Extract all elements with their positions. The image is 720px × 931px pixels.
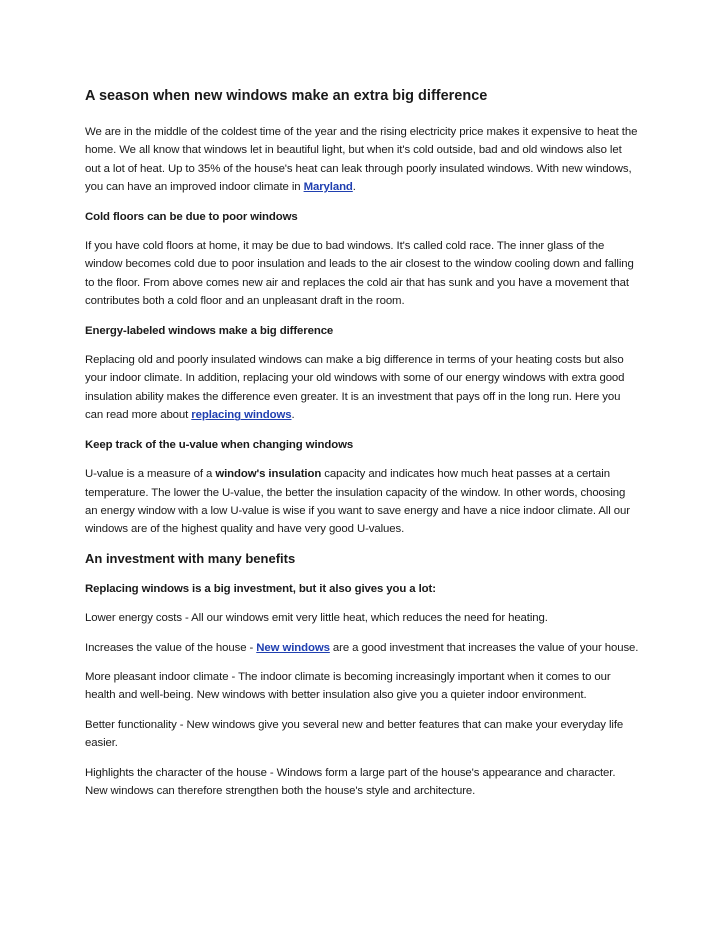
- section3-heading: Keep track of the u-value when changing windows: [85, 438, 354, 451]
- section1-paragraph: If you have cold floors at home, it may be due to bad windows. It's called cold race. The inner glass of the window becomes cold due to poor insulation and leads to the air closest to the window cooling down and falling to the floor. From above comes new air and replaces the cold air that has sunk and you have a movement that contributes both a cold floor and an unpleasant draft in the room.: [85, 240, 634, 308]
- section3-bold: window's insulation: [215, 468, 322, 481]
- intro-text: We are in the middle of the coldest time of the year and the rising electricity price makes it expensive to heat the home. We all know that windows let in beautiful light, but when it's cold outside, bad and old windows also let out a lot of heat. Up to 35% of the house's heat can leak through poorly insulated windows. With new windows, you can have an improved indoor climate in: [85, 126, 638, 194]
- section3-pre: U-value is a measure of a: [85, 468, 216, 481]
- section1-heading: Cold floors can be due to poor windows: [85, 210, 298, 223]
- benefit-item-5: Highlights the character of the house - Windows form a large part of the house's appearance and character. New windows can therefore strengthen both the house's style and architecture.: [85, 766, 616, 797]
- section2-text: Replacing old and poorly insulated windows can make a big difference in terms of your heating costs but also your indoor climate. In addition, replacing your old windows with some of our energy windows with extra good insulation ability makes the difference even greater. It is an investment that pays off in the long run. Here you can read more about: [85, 354, 625, 422]
- benefit-item-1: Lower energy costs - All our windows emit very little heat, which reduces the need for heating.: [85, 612, 548, 625]
- section2-heading: Energy-labeled windows make a big difference: [85, 324, 334, 337]
- intro-paragraph: [85, 123, 640, 197]
- maryland-link[interactable]: Maryland: [303, 181, 353, 194]
- benefit-item-4: Better functionality - New windows give you several new and better features that can make your everyday life easier.: [85, 718, 624, 750]
- page-title: A season when new windows make an extra big difference: [85, 88, 488, 104]
- benefit-item-2-post: are a good investment that increases the value of your house.: [329, 641, 639, 654]
- section4-heading: An investment with many benefits: [85, 550, 296, 566]
- section2-paragraph: [85, 351, 640, 425]
- benefit-item-3: More pleasant indoor climate - The indoor climate is becoming increasingly important when it comes to our health and well-being. New windows with better insulation also give you a quieter indoor environment.: [85, 670, 611, 702]
- section3-paragraph: [85, 465, 640, 539]
- new-windows-link[interactable]: New windows: [256, 641, 330, 654]
- document-body: [85, 86, 640, 811]
- section3-post: capacity and indicates how much heat passes at a certain temperature. The lower the U-value, the better the insulation capacity of the window. In other words, choosing an energy window with a low U-value is wise if you want to save energy and have a nice indoor climate. All our windows are of the highest quality and have very good U-values.: [85, 468, 630, 536]
- intro-end: .: [352, 181, 356, 194]
- replacing-windows-link[interactable]: replacing windows: [191, 409, 292, 422]
- benefit-item-2: [85, 639, 640, 657]
- section2-end: .: [291, 409, 295, 422]
- benefit-item-2-pre: Increases the value of the house -: [85, 641, 257, 654]
- section4-subheading: Replacing windows is a big investment, but it also gives you a lot:: [85, 582, 436, 595]
